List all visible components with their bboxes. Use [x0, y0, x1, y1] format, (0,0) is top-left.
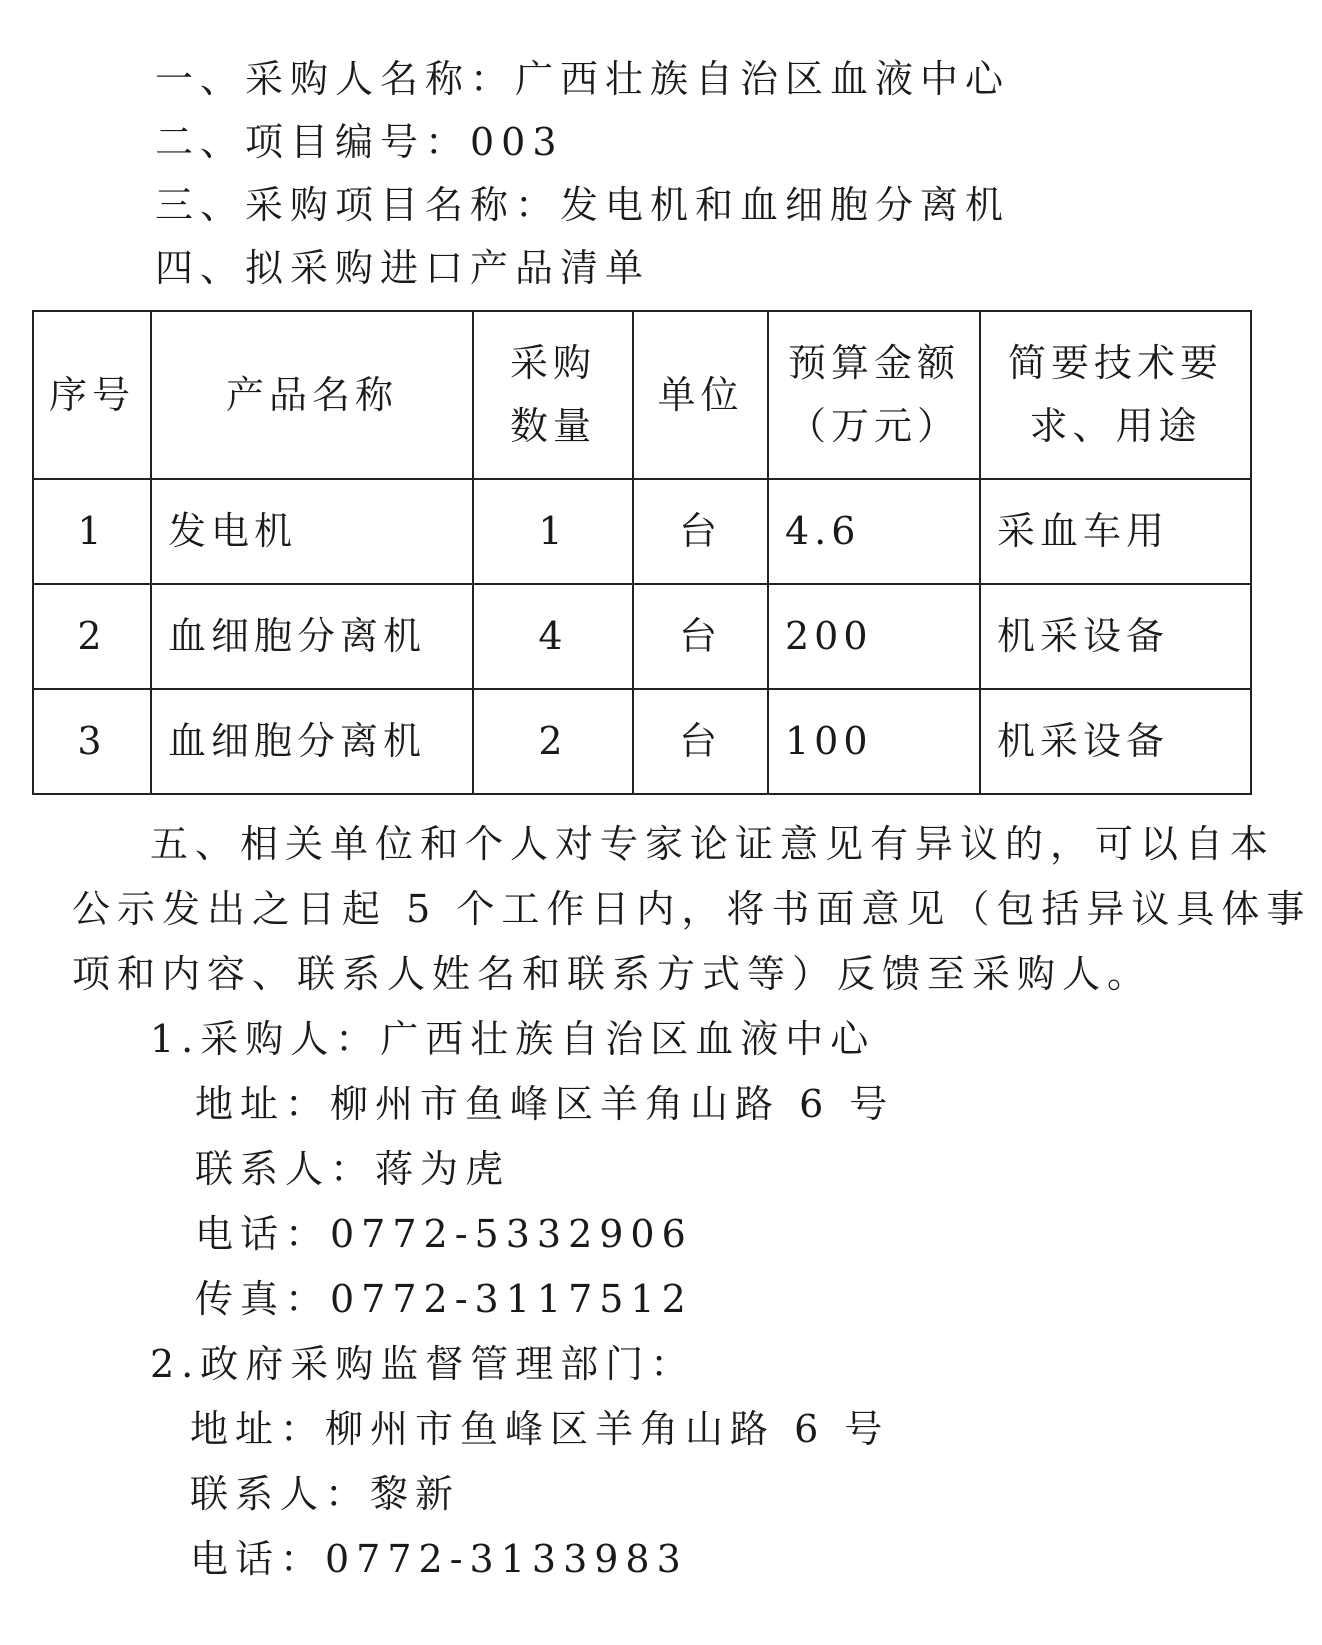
purchaser-contact: 联系人：蒋为虎	[195, 1147, 511, 1191]
import-product-table	[32, 310, 1252, 795]
project-number-line: 二、项目编号：003	[155, 120, 564, 164]
supervisor-phone: 电话：0772-3133983	[190, 1537, 688, 1581]
header-requirements-line1: 简要技术要	[1007, 341, 1223, 386]
purchaser-title: 1.采购人：广西壮族自治区血液中心	[150, 1017, 876, 1061]
header-budget-line1: 预算金额	[787, 341, 960, 386]
cell-budget: 200	[768, 584, 980, 689]
objection-paragraph-line1: 五、相关单位和个人对专家论证意见有异议的，可以自本	[150, 822, 1276, 866]
supervisor-title: 2.政府采购监督管理部门：	[150, 1342, 696, 1386]
cell-index: 2	[33, 584, 151, 689]
purchaser-phone: 电话：0772-5332906	[195, 1212, 693, 1256]
cell-index: 1	[33, 479, 151, 584]
header-requirements	[980, 311, 1251, 479]
cell-product-name: 血细胞分离机	[151, 584, 473, 689]
header-unit: 单位	[633, 311, 768, 479]
objection-paragraph-line3: 项和内容、联系人姓名和联系方式等）反馈至采购人。	[72, 952, 1153, 996]
table-header-row	[33, 311, 1251, 479]
table-row	[33, 584, 1251, 689]
header-quantity-line2: 数量	[509, 404, 596, 448]
cell-requirements: 机采设备	[980, 689, 1251, 794]
header-budget	[768, 311, 980, 479]
cell-requirements: 采血车用	[980, 479, 1251, 584]
header-requirements-line2: 求、用途	[1029, 404, 1202, 448]
header-product-name: 产品名称	[151, 311, 473, 479]
cell-quantity: 1	[473, 479, 633, 584]
purchaser-fax: 传真：0772-3117512	[195, 1277, 693, 1321]
header-budget-line2: （万元）	[787, 404, 960, 448]
table-row	[33, 479, 1251, 584]
cell-unit: 台	[633, 479, 768, 584]
cell-unit: 台	[633, 689, 768, 794]
purchaser-name-line: 一、采购人名称：广西壮族自治区血液中心	[155, 57, 1011, 101]
cell-quantity: 4	[473, 584, 633, 689]
purchaser-address: 地址：柳州市鱼峰区羊角山路 6 号	[195, 1082, 895, 1126]
cell-product-name: 发电机	[151, 479, 473, 584]
table-row	[33, 689, 1251, 794]
header-index: 序号	[33, 311, 151, 479]
cell-budget: 4.6	[768, 479, 980, 584]
import-list-heading: 四、拟采购进口产品清单	[155, 246, 651, 290]
cell-unit: 台	[633, 584, 768, 689]
cell-quantity: 2	[473, 689, 633, 794]
cell-index: 3	[33, 689, 151, 794]
supervisor-address: 地址：柳州市鱼峰区羊角山路 6 号	[190, 1407, 890, 1451]
cell-budget: 100	[768, 689, 980, 794]
supervisor-contact: 联系人：黎新	[190, 1472, 461, 1516]
project-name-line: 三、采购项目名称：发电机和血细胞分离机	[155, 183, 1011, 227]
objection-paragraph-line2: 公示发出之日起 5 个工作日内，将书面意见（包括异议具体事	[72, 887, 1312, 931]
cell-requirements: 机采设备	[980, 584, 1251, 689]
cell-product-name: 血细胞分离机	[151, 689, 473, 794]
header-quantity-line1: 采购	[509, 341, 596, 386]
header-quantity	[473, 311, 633, 479]
